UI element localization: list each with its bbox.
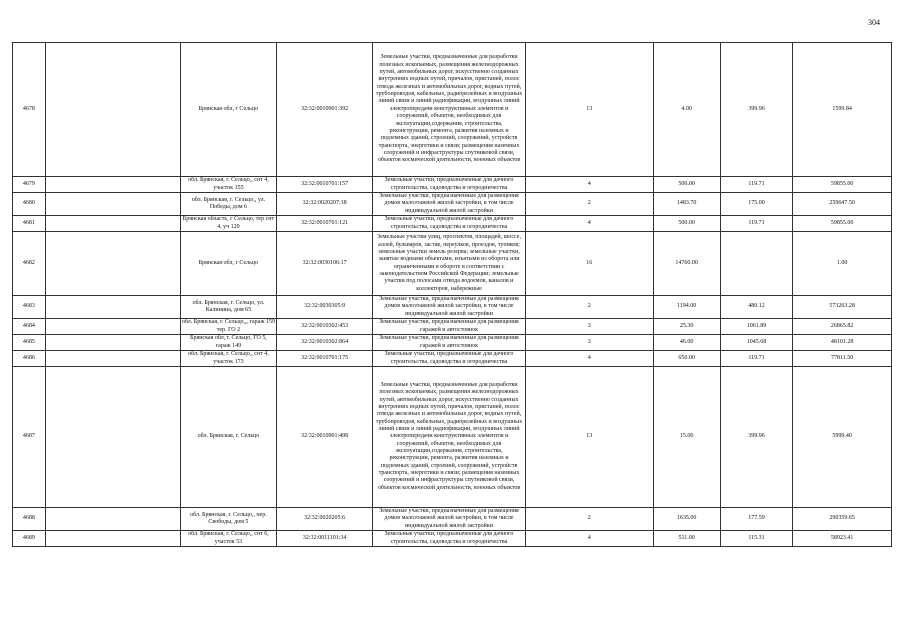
land-use-cell: Земельные участки, предназначенные для размещения гаражей и автостоянок <box>373 319 526 335</box>
specific-value-cell: 119.71 <box>720 216 793 232</box>
table-row <box>13 367 892 508</box>
address-cell: обл. Брянская, г. Сельцо,, ул. Победы, дом 6 <box>180 193 276 216</box>
specific-value-cell: 119.71 <box>720 351 793 367</box>
address-cell: Брянская обл, г. Сельцо, ГО 5, гараж 149 <box>180 335 276 351</box>
row-number-cell: 4687 <box>13 367 46 508</box>
land-use-cell: Земельные участки, предназначенные для размещения гаражей и автостоянок <box>373 335 526 351</box>
table-body <box>13 43 892 547</box>
spacer-cell <box>45 367 180 508</box>
cadastral-number-cell: 32:32:0010701:175 <box>277 351 373 367</box>
table-row <box>13 531 892 547</box>
cadastral-value-cell: 5999.40 <box>793 367 892 508</box>
address-cell: Брянская обл, г Сельцо <box>180 43 276 177</box>
area-cell: 25.30 <box>653 319 720 335</box>
cadastral-number-cell: 32:32:0010901:392 <box>277 43 373 177</box>
spacer-cell <box>45 43 180 177</box>
spacer-cell <box>45 319 180 335</box>
spacer-cell <box>45 216 180 232</box>
address-cell: обл. Брянская, г. Сельцо,, снт 4, участок 173 <box>180 351 276 367</box>
table-row <box>13 335 892 351</box>
cadastral-number-cell: 32:32:0010901:498 <box>277 367 373 508</box>
area-cell: 650.00 <box>653 351 720 367</box>
cadastral-number-cell: 32:32:0030106:17 <box>277 232 373 296</box>
cadastral-value-cell: 290359.65 <box>793 508 892 531</box>
group-cell: 16 <box>525 232 653 296</box>
row-number-cell: 4681 <box>13 216 46 232</box>
specific-value-cell: 399.96 <box>720 43 793 177</box>
spacer-cell <box>45 232 180 296</box>
spacer-cell <box>45 177 180 193</box>
specific-value-cell: 1061.89 <box>720 319 793 335</box>
address-cell: обл. Брянская, г. Сельцо,, снт 6, участок 53 <box>180 531 276 547</box>
address-cell: обл. Брянская, г. Сельцо <box>180 367 276 508</box>
cadastral-number-cell: 32:32:0011101:34 <box>277 531 373 547</box>
land-use-cell: Земельные участки, предназначенные для дачного строительства, садоводства и огородничества <box>373 531 526 547</box>
cadastral-number-cell: 32:32:0010701:121 <box>277 216 373 232</box>
area-cell: 46.00 <box>653 335 720 351</box>
table-row <box>13 232 892 296</box>
land-use-cell: Земельные участки, предназначенные для размещения домов малоэтажной жилой застройки, в том числе индивидуальной жилой застройки <box>373 296 526 319</box>
table-row <box>13 508 892 531</box>
row-number-cell: 4689 <box>13 531 46 547</box>
table-row <box>13 43 892 177</box>
land-use-cell: Земельные участки, предназначенные для разработки полезных ископаемых, размещения железнодорожных путей, автомобильных дорог, искусственно созданных внутренних водных путей, причалов, пристаней, полос отвода железных и автомобильных дорог, водных путей, трубопроводов, кабельных, радиорелейных и воздушных линий связи и линий радиофикации, воздушных линий электропередачи конструктивных элементов и сооружений, объектов, необходимых для эксплуатации,содержания, строительства, реконструкции, ремонта, развития наземных и подземных зданий, строений, сооружений, устройств транспорта, энергетики и связи; размещения наземных сооружений и инфраструктуры спутниковой связи, объектов космической деятельности, военных объектов <box>373 367 526 508</box>
table-row <box>13 216 892 232</box>
specific-value-cell <box>720 232 793 296</box>
area-cell: 15.00 <box>653 367 720 508</box>
land-use-cell: Земельные участки, предназначенные для дачного строительства, садоводства и огородничества <box>373 216 526 232</box>
page-number: 304 <box>868 18 880 27</box>
cadastral-value-cell: 59855.00 <box>793 216 892 232</box>
address-cell: Брянская обл, г Сельцо <box>180 232 276 296</box>
row-number-cell: 4686 <box>13 351 46 367</box>
land-use-cell: Земельные участки улиц, проспектов, площадей, шоссе, аллей, бульваров, застав, переулков, проездов, тупиков; земельные участки земель резерва; земельные участки, занятые водными объектами, изъятыми из оборота или ограниченными в обороте в соответствии с законодательством Российской Федерации; земельные участки под полосами отвода водоемов, каналов и коллекторов, набережные <box>373 232 526 296</box>
cadastral-number-cell: 32:32:0010701:157 <box>277 177 373 193</box>
group-cell: 2 <box>525 193 653 216</box>
spacer-cell <box>45 531 180 547</box>
area-cell: 1635.00 <box>653 508 720 531</box>
specific-value-cell: 480.12 <box>720 296 793 319</box>
land-use-cell: Земельные участки, предназначенные для разработки полезных ископаемых, размещения железнодорожных путей, автомобильных дорог, искусственно созданных внутренних водных путей, причалов, пристаней, полос отвода железных и автомобильных дорог, водных путей, трубопроводов, кабельных, радиорелейных и воздушных линий связи и линий радиофикации, воздушных линий электропередачи конструктивных элементов и сооружений, объектов, необходимых для эксплуатации,содержания, строительства, реконструкции, ремонта, развития наземных и подземных зданий, строений, сооружений, устройств транспорта, энергетики и связи; размещения наземных сооружений и инфраструктуры спутниковой связи, объектов космической деятельности, военных объектов <box>373 43 526 177</box>
table-row <box>13 296 892 319</box>
area-cell: 4.00 <box>653 43 720 177</box>
group-cell: 13 <box>525 43 653 177</box>
land-use-cell: Земельные участки, предназначенные для размещения домов малоэтажной жилой застройки, в том числе индивидуальной жилой застройки <box>373 508 526 531</box>
address-cell: Брянская область, г Сельцо, тер снт 4, уч 120 <box>180 216 276 232</box>
area-cell: 1483.70 <box>653 193 720 216</box>
specific-value-cell: 115.31 <box>720 531 793 547</box>
address-cell: обл. Брянская, г. Сельцо,, пер. Свободы, дом 5 <box>180 508 276 531</box>
cadastral-value-cell: 1599.84 <box>793 43 892 177</box>
spacer-cell <box>45 193 180 216</box>
row-number-cell: 4682 <box>13 232 46 296</box>
row-number-cell: 4678 <box>13 43 46 177</box>
cadastral-value-cell: 77811.50 <box>793 351 892 367</box>
row-number-cell: 4680 <box>13 193 46 216</box>
address-cell: обл. Брянская, г. Сельцо, ул. Калинина, дом 65 <box>180 296 276 319</box>
group-cell: 13 <box>525 367 653 508</box>
cadastral-value-cell: 59855.00 <box>793 177 892 193</box>
table-row <box>13 351 892 367</box>
cadastral-value-cell: 26865.82 <box>793 319 892 335</box>
table-row <box>13 177 892 193</box>
group-cell: 4 <box>525 216 653 232</box>
specific-value-cell: 119.71 <box>720 177 793 193</box>
spacer-cell <box>45 335 180 351</box>
cadastral-value-cell: 58923.41 <box>793 531 892 547</box>
cadastral-number-cell: 32:32:0030305:9 <box>277 296 373 319</box>
cadastral-value-cell: 573263.28 <box>793 296 892 319</box>
row-number-cell: 4684 <box>13 319 46 335</box>
group-cell: 2 <box>525 508 653 531</box>
group-cell: 3 <box>525 335 653 351</box>
row-number-cell: 4679 <box>13 177 46 193</box>
spacer-cell <box>45 351 180 367</box>
land-use-cell: Земельные участки, предназначенные для дачного строительства, садоводства и огородничества <box>373 351 526 367</box>
specific-value-cell: 175.00 <box>720 193 793 216</box>
specific-value-cell: 177.59 <box>720 508 793 531</box>
spacer-cell <box>45 508 180 531</box>
spacer-cell <box>45 296 180 319</box>
specific-value-cell: 399.96 <box>720 367 793 508</box>
address-cell: обл. Брянская, г. Сельцо,,, гараж 159 тер. ГО 2 <box>181 319 275 333</box>
cadastral-value-cell: 48101.28 <box>793 335 892 351</box>
group-cell: 3 <box>525 319 653 335</box>
area-cell: 500.00 <box>653 216 720 232</box>
row-number-cell: 4688 <box>13 508 46 531</box>
cadastral-value-cell: 1.00 <box>793 232 892 296</box>
area-cell: 511.00 <box>653 531 720 547</box>
cadastral-number-cell: 32:32:0020205:6 <box>277 508 373 531</box>
land-use-cell: Земельные участки, предназначенные для дачного строительства, садоводства и огородничества <box>373 177 526 193</box>
address-cell: обл. Брянская, г. Сельцо,, снт 4, участок 155 <box>180 177 276 193</box>
land-use-cell: Земельные участки, предназначенные для размещения домов малоэтажной жилой застройки, в том числе индивидуальной жилой застройки <box>373 193 526 216</box>
area-cell: 14760.00 <box>653 232 720 296</box>
group-cell: 4 <box>525 351 653 367</box>
table-row <box>13 193 892 216</box>
group-cell: 2 <box>525 296 653 319</box>
group-cell: 4 <box>525 177 653 193</box>
cadastral-value-cell: 259647.50 <box>793 193 892 216</box>
cadastral-value-table <box>12 42 892 547</box>
row-number-cell: 4685 <box>13 335 46 351</box>
group-cell: 4 <box>525 531 653 547</box>
area-cell: 500.00 <box>653 177 720 193</box>
row-number-cell: 4683 <box>13 296 46 319</box>
cadastral-number-cell: 32:32:0010302:864 <box>277 335 373 351</box>
specific-value-cell: 1045.68 <box>720 335 793 351</box>
area-cell: 1194.00 <box>653 296 720 319</box>
table-row <box>13 319 892 335</box>
cadastral-number-cell: 32:32:0010302:453 <box>277 319 373 335</box>
cadastral-number-cell: 32:32:0020207:18 <box>277 193 373 216</box>
